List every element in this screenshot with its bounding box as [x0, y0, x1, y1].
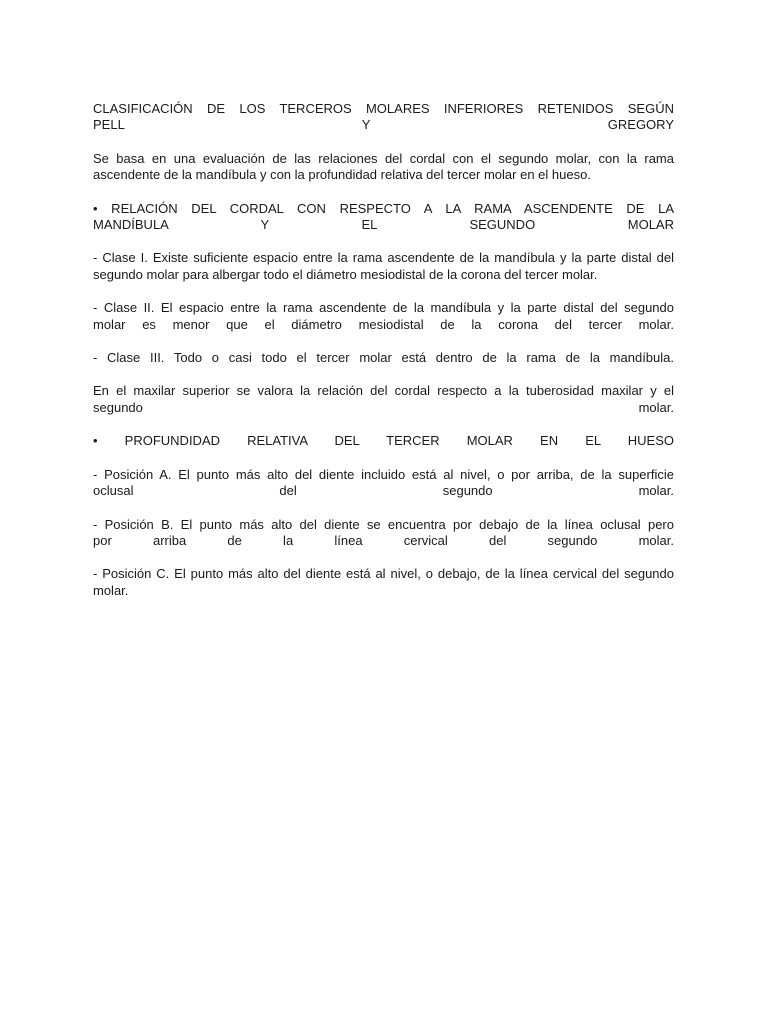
intro-paragraph: Se basa en una evaluación de las relaciones del cordal con el segundo molar, con la rama ascendente de la mandíbula y con la profundidad relativa del tercer molar en el hueso.: [93, 150, 674, 183]
posicion-a-paragraph: [93, 467, 674, 500]
clase-2-line-2: molar es menor que el diámetro mesiodistal de la corona del tercer molar.: [93, 316, 674, 332]
section-heading-profundidad: • PROFUNDIDAD RELATIVA DEL TERCER MOLAR EN EL HUESO: [93, 433, 674, 449]
section-heading-rama-line-2: MANDÍBULA Y EL SEGUNDO MOLAR: [93, 217, 674, 233]
maxilar-line-2: segundo molar.: [93, 399, 674, 415]
maxilar-paragraph: [93, 383, 674, 416]
title-line-2: PELL Y GREGORY: [93, 117, 674, 133]
section-heading-rama-line-1: • RELACIÓN DEL CORDAL CON RESPECTO A LA RAMA ASCENDENTE DE LA: [93, 200, 674, 216]
posicion-a-line-1: - Posición A. El punto más alto del diente incluido está al nivel, o por arriba, de la superficie: [93, 466, 674, 482]
clase-1-paragraph: - Clase I. Existe suficiente espacio entre la rama ascendente de la mandíbula y la parte distal del segundo molar para albergar todo el diámetro mesiodistal de la corona del tercer molar.: [93, 250, 674, 282]
document-title: [93, 101, 674, 134]
posicion-a-line-2: oclusal del segundo molar.: [93, 483, 674, 499]
maxilar-line-1: En el maxilar superior se valora la relación del cordal respecto a la tuberosidad maxilar y el: [93, 383, 674, 399]
clase-2-line-1: - Clase II. El espacio entre la rama ascendente de la mandíbula y la parte distal del segundo: [93, 300, 674, 316]
posicion-b-paragraph: [93, 517, 674, 550]
posicion-b-line-2: por arriba de la línea cervical del segundo molar.: [93, 532, 674, 548]
section-heading-rama: [93, 201, 674, 234]
title-line-1: CLASIFICACIÓN DE LOS TERCEROS MOLARES INFERIORES RETENIDOS SEGÚN: [93, 101, 674, 116]
document-page: [93, 101, 674, 616]
posicion-b-line-1: - Posición B. El punto más alto del diente se encuentra por debajo de la línea oclusal pero: [93, 516, 674, 532]
posicion-c-paragraph: - Posición C. El punto más alto del diente está al nivel, o debajo, de la línea cervical del segundo molar.: [93, 566, 674, 598]
clase-2-paragraph: [93, 300, 674, 333]
clase-3-paragraph: - Clase III. Todo o casi todo el tercer molar está dentro de la rama de la mandíbula.: [93, 350, 674, 366]
